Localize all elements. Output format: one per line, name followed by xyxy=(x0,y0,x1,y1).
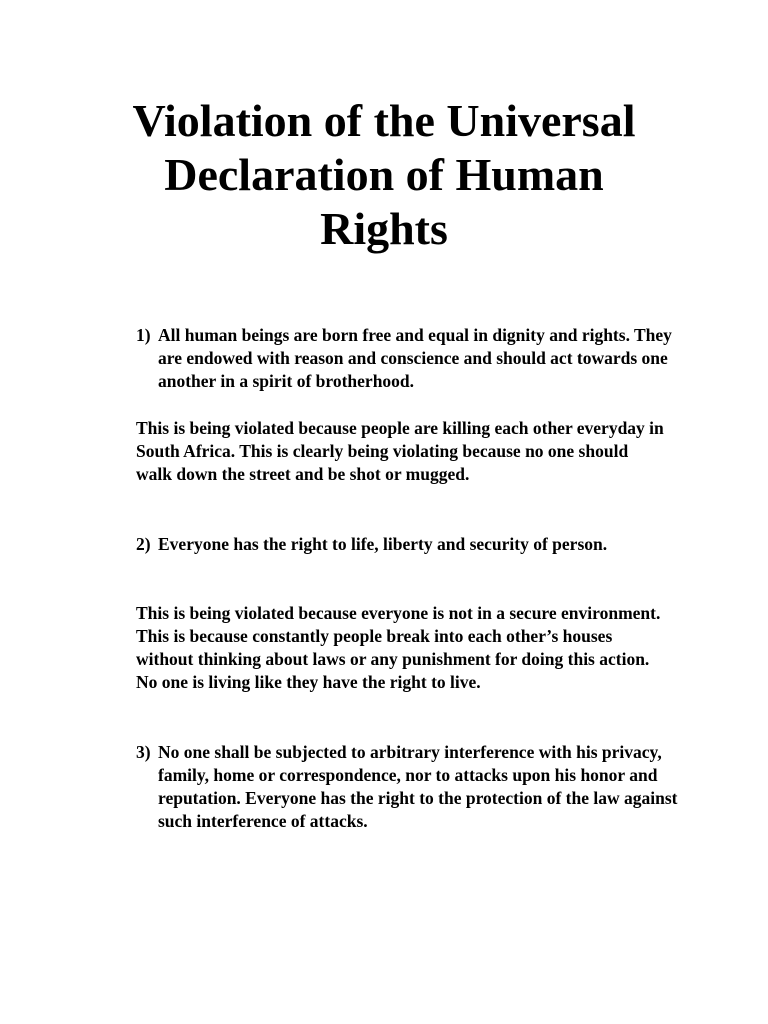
article-2 xyxy=(136,533,688,556)
article-3 xyxy=(136,741,688,833)
explanation-1: This is being violated because people are killing each other everyday in South Africa. This is clearly being violating because no one should walk down the street and be shot or mugged. xyxy=(136,418,664,484)
article-3-number: 3) xyxy=(136,742,151,762)
article-3-text: No one shall be subjected to arbitrary interference with his privacy, family, home or correspondence, nor to attacks upon his honor and reputation. Everyone has the right to the protection of the law against such interference of attacks. xyxy=(158,742,678,831)
article-1-number: 1) xyxy=(136,325,151,345)
article-2-text: Everyone has the right to life, liberty and security of person. xyxy=(158,534,608,554)
explanation-2: This is being violated because everyone is not in a secure environment. This is because constantly people break into each other’s houses without thinking about laws or any punishment for doing this action. No one is living like they have the right to live. xyxy=(136,603,661,692)
article-1-text: All human beings are born free and equal in dignity and rights. They are endowed with reason and conscience and should act towards one another in a spirit of brotherhood. xyxy=(158,325,672,391)
article-2-number: 2) xyxy=(136,534,151,554)
document-title: Violation of the Universal Declaration of Human Rights xyxy=(132,95,636,254)
article-1 xyxy=(136,324,688,393)
